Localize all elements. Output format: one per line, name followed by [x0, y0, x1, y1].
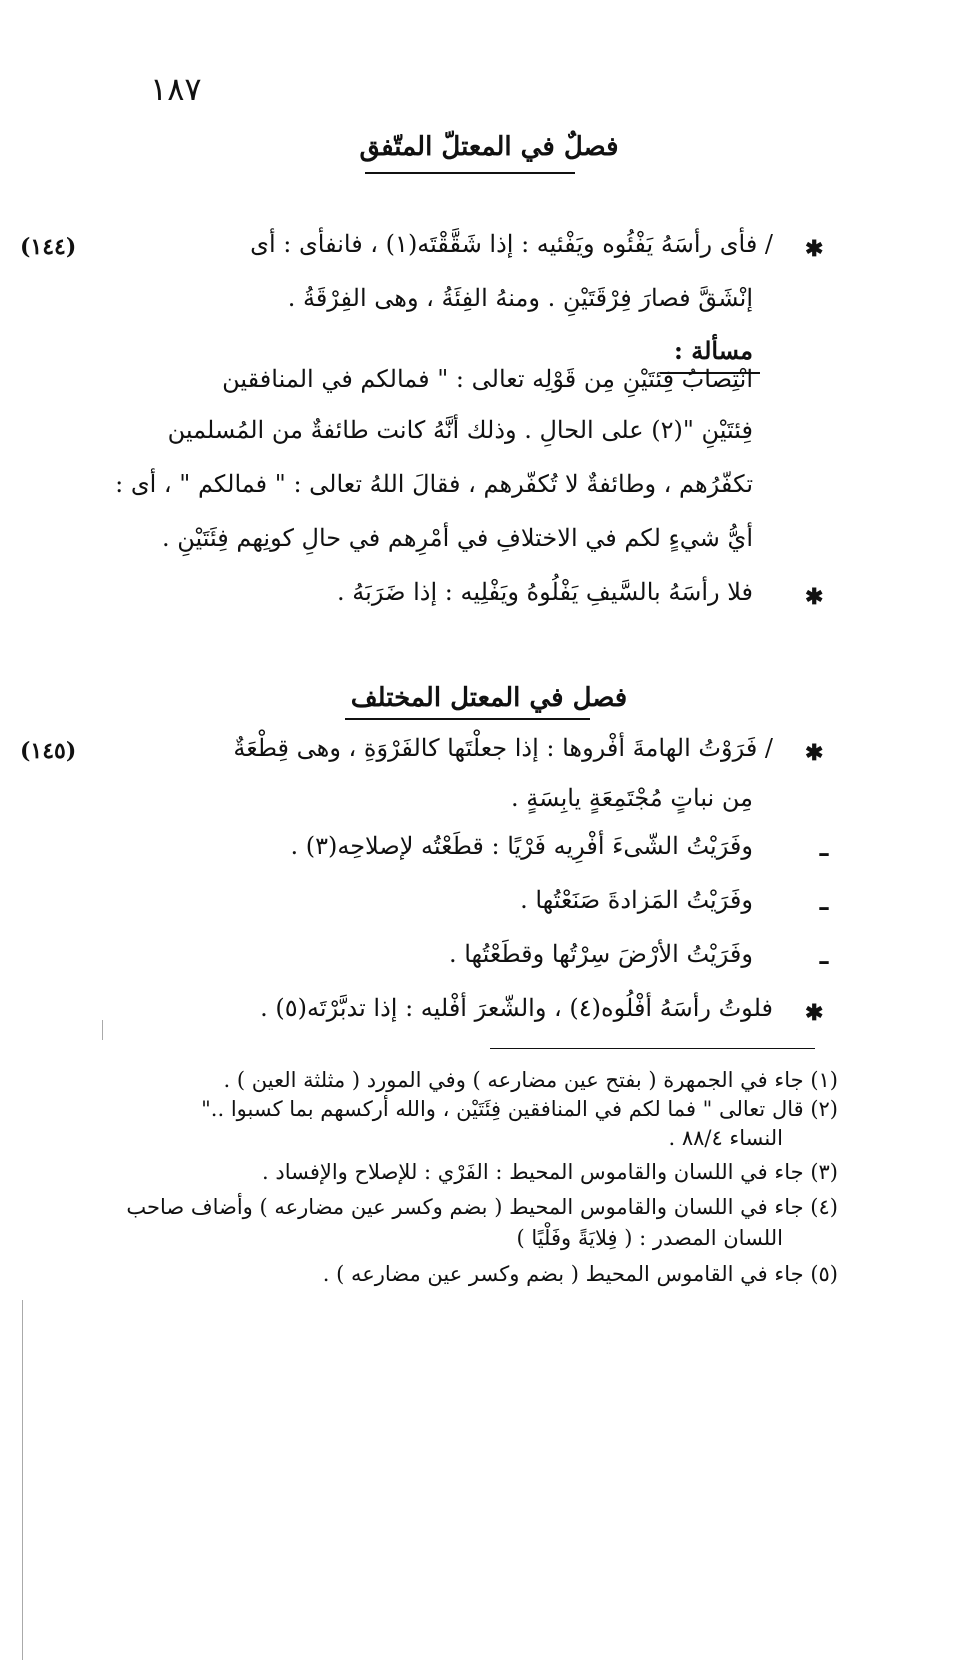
masala-line: فِئتَيْنِ "(٢) على الحالِ . وذلك أنَّهُ كانت طائفةٌ من المُسلمين — [167, 416, 753, 444]
footnote: (٣) جاء في اللسان والقاموس المحيط : الفَرْي : للإصلاح والإفساد . — [262, 1160, 838, 1184]
footnote: (٤) جاء في اللسان والقاموس المحيط ( بضم وكسر عين مضارعه ) وأضاف صاحب — [126, 1195, 838, 1219]
masala-line: انْتِصابُ فِئتَيْنِ مِن قَوْلِه تعالى : " فمالكم في المنافقين — [222, 365, 753, 393]
section-heading-2: فصل في المعتل المختلف — [350, 683, 628, 713]
asterisk-marker: ✱ — [805, 236, 824, 262]
masala-label: مسألة : — [674, 336, 753, 365]
entry-line: فلوتُ رأسَهُ أفْلُوه(٤) ، والشّعرَ أفْليه : إذا تدبَّرْتَه(٥) . — [260, 994, 773, 1022]
footnote: (١) جاء في الجمهرة ( بفتح عين مضارعه ) وفي المورد ( مثلثة العين ) . — [223, 1068, 838, 1092]
entry-line: مِن نباتٍ مُجْتَمِعَةٍ يابِسَةٍ . — [511, 784, 753, 812]
asterisk-marker: ✱ — [805, 1000, 824, 1026]
scan-edge-line — [22, 1300, 23, 1660]
footnote-separator — [490, 1048, 815, 1049]
dash-marker: – — [818, 892, 830, 921]
sub-entry-line: وفَرَيْتُ الأرْضَ سِرْتُها وقطَعْتُها . — [448, 940, 753, 968]
entry-line: إنْشَقَّ فصارَ فِرْقَتَيْنِ . ومنهُ الفِئَةُ ، وهى الفِرْقَةُ . — [287, 284, 753, 312]
footnote: (٢) قال تعالى " فما لكم في المنافقين فِئَتَيْن ، والله أركسهم بما كسبوا .." — [201, 1097, 838, 1121]
section-heading-1: فصلٌ في المعتلّ المتّفق — [359, 132, 619, 162]
footnote-continuation: النساء ٨٨/٤ . — [668, 1126, 783, 1150]
entry-line: / فأى رأسَهُ يَفْئُوه ويَفْئيه : إذا شَقَّقْتَه(١) ، فانفأى : أى — [250, 230, 773, 258]
sub-entry-line: وفَرَيْتُ المَزادةَ صَنَعْتُها . — [520, 886, 753, 914]
footnote: (٥) جاء في القاموس المحيط ( بضم وكسر عين مضارعه ) . — [322, 1262, 838, 1286]
entry-line: / فَرَوْتُ الهامةَ أفْروها : إذا جعلْتَها كالفَرْوَةِ ، وهى قِطْعَةٌ — [233, 734, 773, 762]
entry-line: فلا رأسَهُ بالسَّيفِ يَفْلُوهُ ويَفْلِيه : إذا ضَرَبَهُ . — [337, 578, 753, 606]
page-number: ١٨٧ — [150, 70, 202, 108]
dash-marker: – — [818, 946, 830, 975]
sub-entry-line: وفَرَيْتُ الشّىءَ أفْرِيه فَرْيًا : قطَعْتُه لإصلاحِه(٣) . — [290, 832, 753, 860]
heading-underline-1 — [365, 172, 575, 174]
margin-reference: (١٤٤) — [20, 234, 77, 260]
heading-underline-2 — [345, 718, 590, 720]
masala-line: تكفّرُهم ، وطائفةٌ لا تُكفّرهم ، فقالَ اللهُ تعالى : " فمالكم " ، أى : — [115, 470, 753, 498]
footnote-continuation: اللسان المصدر : ( فِلايَةً وفَلْيًا ) — [516, 1226, 783, 1250]
margin-reference: (١٤٥) — [20, 738, 77, 764]
asterisk-marker: ✱ — [805, 740, 824, 766]
masala-line: أيُّ شيءٍ لكم في الاختلافِ في أمْرِهم في حالِ كونِهم فِئَتَيْنِ . — [162, 524, 753, 552]
dash-marker: – — [818, 838, 830, 867]
asterisk-marker: ✱ — [805, 584, 824, 610]
scan-mark — [102, 1020, 103, 1040]
